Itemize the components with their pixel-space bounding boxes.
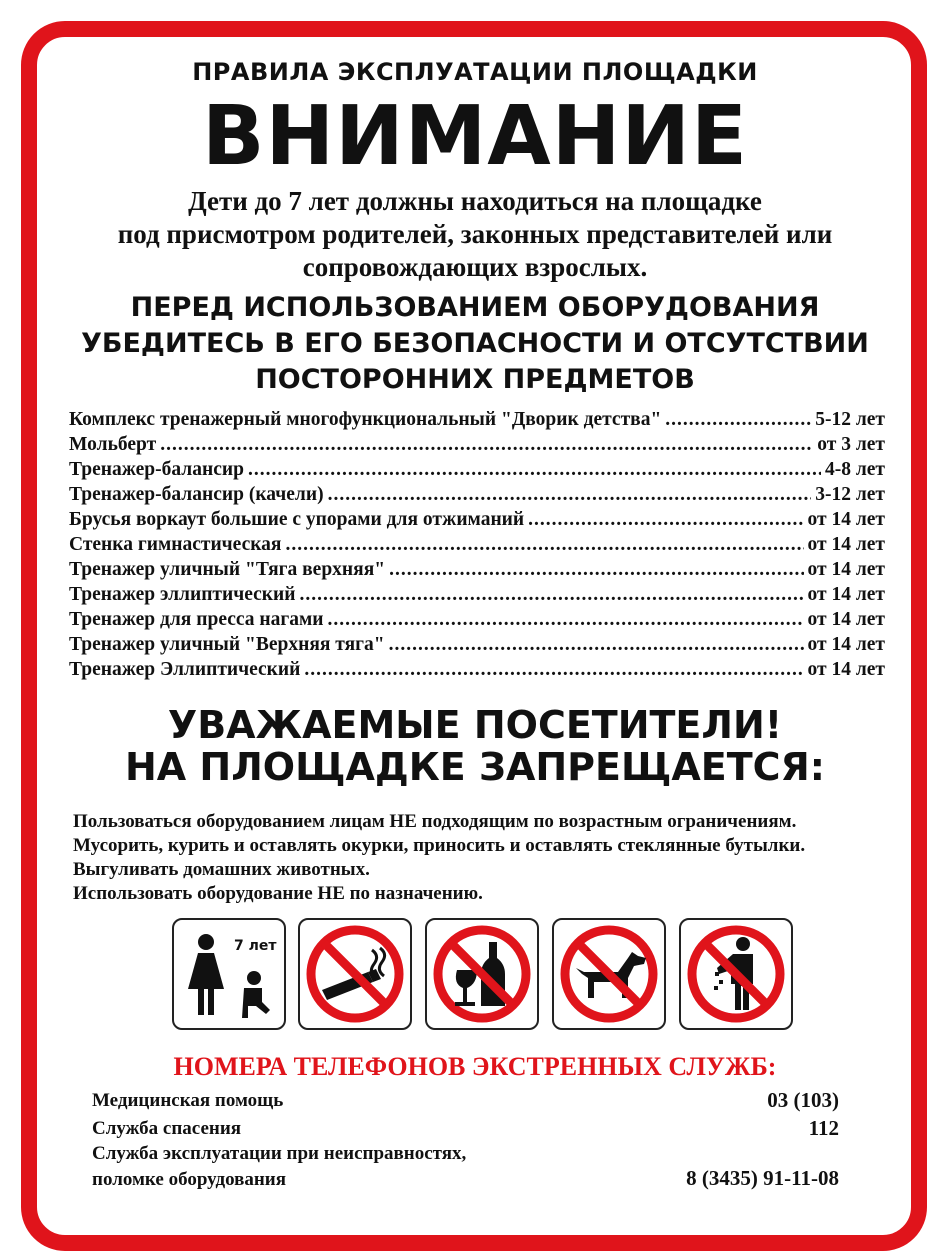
maintenance-number: 8 (3435) 91-11-08 (686, 1166, 839, 1190)
no-dogs-icon (552, 918, 666, 1030)
child-age-label: 7 лет (234, 938, 277, 954)
prohibited-heading-line-1: УВАЖАЕМЫЕ ПОСЕТИТЕЛИ! (167, 703, 783, 747)
emergency-phones-title: НОМЕРА ТЕЛЕФОНОВ ЭКСТРЕННЫХ СЛУЖБ: (173, 1052, 777, 1081)
equipment-row (69, 659, 885, 683)
safety-heading-line-1: ПЕРЕД ИСПОЛЬЗОВАНИЕМ ОБОРУДОВАНИЯ (130, 292, 820, 323)
equipment-row (69, 584, 885, 608)
equipment-name: Тренажер-балансир (69, 459, 244, 480)
equipment-name: Брусья воркаут большие с упорами для отжиманий (69, 509, 525, 530)
equipment-age: от 14 лет (807, 534, 885, 555)
equipment-age: от 14 лет (807, 509, 885, 530)
equipment-age: 3-12 лет (815, 484, 885, 505)
medical-label: Медицинская помощь (92, 1090, 284, 1111)
safety-heading-line-2: УБЕДИТЕСЬ В ЕГО БЕЗОПАСНОСТИ И ОТСУТСТВИИ (81, 328, 869, 359)
equipment-name: Стенка гимнастическая (69, 534, 282, 555)
rescue-number: 112 (808, 1116, 839, 1140)
equipment-age: 4-8 лет (824, 459, 885, 480)
equipment-age: от 14 лет (807, 584, 885, 605)
rule-item: Мусорить, курить и оставлять окурки, приносить и оставлять стеклянные бутылки. (73, 835, 806, 856)
equipment-name: Тренажер Эллиптический (69, 659, 301, 680)
no-alcohol-icon (425, 918, 539, 1030)
rules-subtitle: ПРАВИЛА ЭКСПЛУАТАЦИИ ПЛОЩАДКИ (192, 58, 758, 86)
equipment-name: Тренажер уличный "Верхняя тяга" (69, 634, 385, 655)
equipment-age: от 14 лет (807, 634, 885, 655)
rule-item: Пользоваться оборудованием лицам НЕ подходящим по возрастным ограничениям. (73, 811, 797, 832)
equipment-row (69, 634, 885, 658)
equipment-name: Тренажер эллиптический (69, 584, 296, 605)
equipment-row (69, 434, 885, 458)
equipment-row (69, 559, 885, 583)
medical-number: 03 (103) (767, 1088, 839, 1112)
equipment-row (69, 459, 885, 483)
intro-line-1: Дети до 7 лет должны находиться на площадке (188, 186, 762, 216)
equipment-age: от 14 лет (807, 559, 885, 580)
safety-heading-line-3: ПОСТОРОННИХ ПРЕДМЕТОВ (255, 364, 695, 395)
maintenance-label-line-1: Служба эксплуатации при неисправностях, (92, 1143, 467, 1164)
equipment-row (69, 409, 885, 433)
equipment-name: Тренажер-балансир (качели) (69, 484, 324, 505)
no-smoking-icon (298, 918, 412, 1030)
equipment-row (69, 509, 885, 533)
rescue-label: Служба спасения (92, 1118, 242, 1139)
equipment-name: Комплекс тренажерный многофункциональный "Дворик детства" (69, 409, 662, 430)
attention-title: ВНИМАНИЕ (201, 89, 749, 184)
equipment-age: от 3 лет (817, 434, 885, 455)
woman-child-icon (172, 918, 286, 1030)
equipment-age: от 14 лет (807, 609, 885, 630)
equipment-age: 5-12 лет (815, 409, 885, 430)
intro-line-3: сопровождающих взрослых. (302, 252, 648, 282)
equipment-name: Тренажер уличный "Тяга верхняя" (69, 559, 386, 580)
maintenance-label-line-2: поломке оборудования (92, 1169, 287, 1190)
intro-line-2: под присмотром родителей, законных представителей или (117, 219, 833, 249)
no-littering-icon (679, 918, 793, 1030)
equipment-name: Тренажер для пресса нагами (69, 609, 324, 630)
equipment-row (69, 534, 885, 558)
rule-item: Использовать оборудование НЕ по назначению. (73, 883, 483, 904)
equipment-row (69, 484, 885, 508)
equipment-row (69, 609, 885, 633)
rule-item: Выгуливать домашних животных. (73, 859, 370, 880)
prohibited-heading-line-2: НА ПЛОЩАДКЕ ЗАПРЕЩАЕТСЯ: (124, 745, 825, 789)
equipment-name: Мольберт (69, 434, 157, 455)
equipment-age: от 14 лет (807, 659, 885, 680)
